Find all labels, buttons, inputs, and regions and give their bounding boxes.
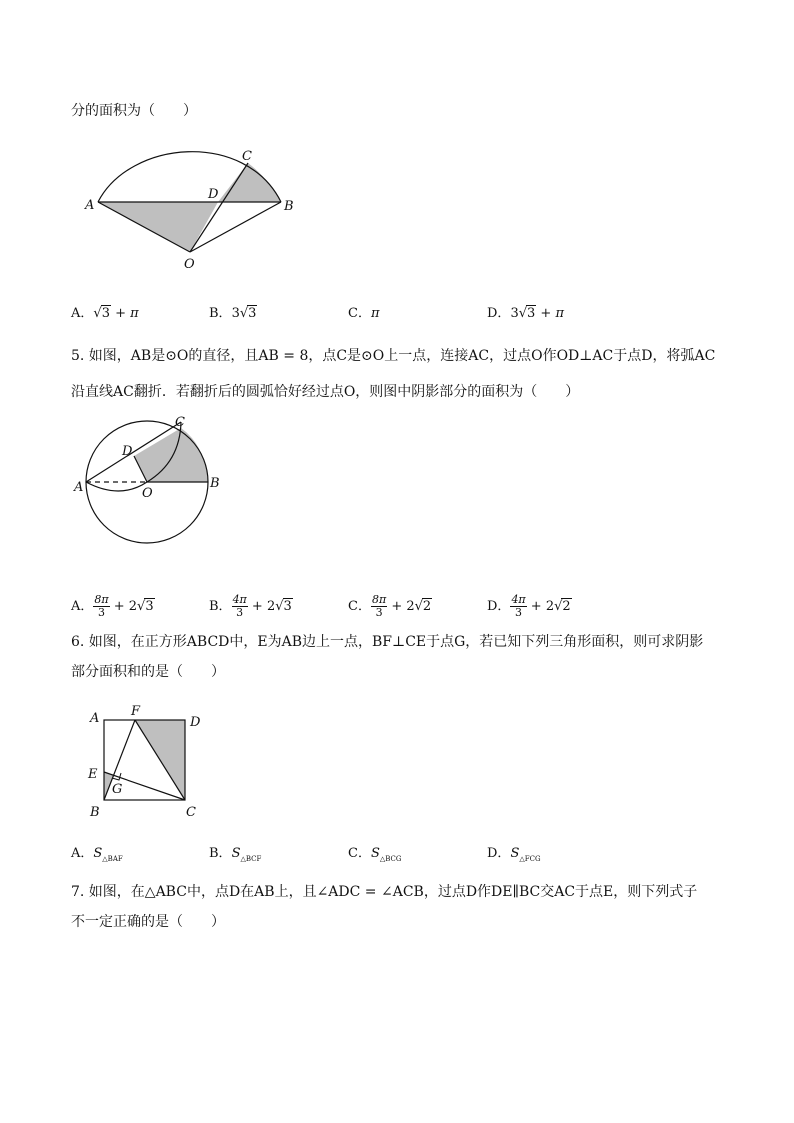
q5-label-b: B <box>210 476 220 491</box>
q5-option-d-value: $\frac{4\pi}{3}$ + 2√2 <box>511 593 571 619</box>
q6-option-c[interactable]: C．$S_{\triangle BCG}$ <box>348 846 402 863</box>
q6-label-b: B <box>90 805 100 820</box>
q4-option-c[interactable]: C．π <box>348 306 380 321</box>
q6-option-b-value: $S_{\triangle BCF}$ <box>231 846 262 863</box>
q6-label-f: F <box>131 704 141 719</box>
q4-label-a: A <box>85 198 95 213</box>
q4-label-c: C <box>242 149 252 164</box>
q5-option-b-value: $\frac{4\pi}{3}$ + 2√3 <box>232 593 292 619</box>
q5-label-o: O <box>142 486 153 501</box>
q4-option-b[interactable]: B．3√3 <box>209 306 257 321</box>
q4-option-d[interactable]: D．3√3 + π <box>487 306 564 321</box>
q6-label-e: E <box>88 767 98 782</box>
q5-option-a-value: $\frac{8\pi}{3}$ + 2√3 <box>94 593 154 619</box>
q6-option-a[interactable]: A．$S_{\triangle BAF}$ <box>71 846 123 863</box>
q5-label-a: A <box>74 480 84 495</box>
q4-option-a-value: √3 + π <box>93 306 139 321</box>
q6-option-d[interactable]: D．$S_{\triangle FCG}$ <box>487 846 541 863</box>
q6-option-b[interactable]: B．$S_{\triangle BCF}$ <box>209 846 262 863</box>
q6-label-a: A <box>90 711 100 726</box>
q6-label-g: G <box>112 782 123 797</box>
q5-option-d[interactable]: D． $\frac{4\pi}{3}$ + 2√2 <box>487 593 571 619</box>
q5-option-c-value: $\frac{8\pi}{3}$ + 2√2 <box>371 593 432 619</box>
q4-option-d-value: 3√3 + π <box>510 306 564 321</box>
q4-option-a[interactable]: A．√3 + π <box>71 306 139 321</box>
q6-question-line2: 部分面积和的是（ ） <box>71 664 225 680</box>
q4-question-tail: 分的面积为（ ） <box>71 103 197 119</box>
q5-label-d: D <box>122 444 133 459</box>
q5-option-b[interactable]: B． $\frac{4\pi}{3}$ + 2√3 <box>209 593 292 619</box>
q5-question-line2: 沿直线AC翻折．若翻折后的圆弧恰好经过点O，则图中阴影部分的面积为（ ） <box>71 384 580 400</box>
q4-label-d: D <box>208 187 219 202</box>
q6-option-c-value: $S_{\triangle BCG}$ <box>370 846 402 863</box>
q6-question-line1: 6. 如图，在正方形ABCD中，E为AB边上一点，BF⊥CE于点G，若已知下列三角形面积，则可求阴影 <box>71 634 704 650</box>
q5-option-c[interactable]: C． $\frac{8\pi}{3}$ + 2√2 <box>348 593 432 619</box>
q4-label-b: B <box>284 199 294 214</box>
q6-option-a-value: $S_{\triangle BAF}$ <box>93 846 123 863</box>
q5-question-line1: 5. 如图，AB是⊙O的直径，且AB = 8，点C是⊙O上一点，连接AC，过点O作OD⊥AC于点D，将弧AC <box>71 348 716 364</box>
q4-option-c-value: π <box>370 306 380 321</box>
q6-option-d-value: $S_{\triangle FCG}$ <box>510 846 541 863</box>
q6-label-d: D <box>190 715 201 730</box>
q6-label-c: C <box>186 805 196 820</box>
q7-question-line1: 7. 如图，在△ABC中，点D在AB上，且∠ADC = ∠ACB，过点D作DE∥BC交AC于点E，则下列式子 <box>71 884 698 900</box>
q4-option-b-value: 3√3 <box>231 306 257 321</box>
q5-option-a[interactable]: A． $\frac{8\pi}{3}$ + 2√3 <box>71 593 154 619</box>
q4-label-o: O <box>184 257 195 272</box>
q5-label-c: C <box>175 415 185 430</box>
q7-question-line2: 不一定正确的是（ ） <box>71 914 225 930</box>
